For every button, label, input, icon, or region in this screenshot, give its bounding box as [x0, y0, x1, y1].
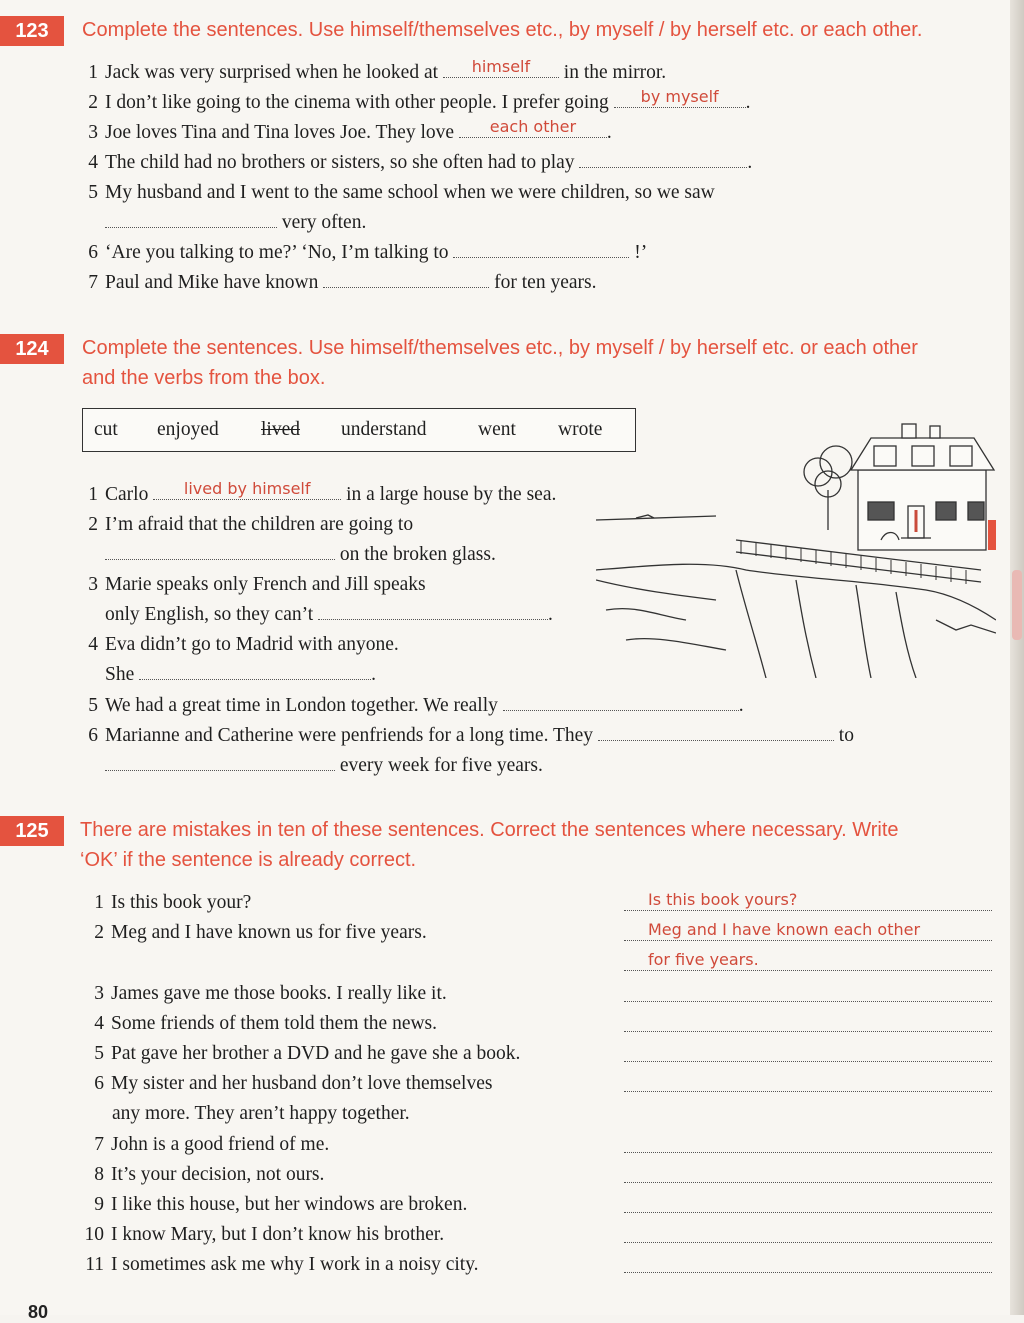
ex124-item-3: 3 Marie speaks only French and Jill speaks — [88, 574, 426, 595]
exercise-124-number: 124 — [0, 334, 64, 364]
ex124-item-4: 4 Eva didn’t go to Madrid with anyone. — [88, 634, 399, 655]
ex125-item-10: 10 I know Mary, but I don’t know his brother. — [84, 1224, 445, 1245]
answer-line[interactable] — [624, 1037, 992, 1062]
handwritten-answer: himself — [471, 57, 531, 76]
house-by-sea-illustration — [596, 420, 996, 678]
ex123-item-7: 7 Paul and Mike have known for ten years. — [82, 268, 596, 298]
ex123-item-5: 5 My husband and I went to the same school when we were children, so we saw — [88, 182, 715, 203]
verb-cut: cut — [94, 419, 118, 440]
exercise-123-number: 123 — [0, 16, 64, 46]
ex124-item-6: 6 Marianne and Catherine were penfriends for a long time. They to — [82, 721, 854, 751]
answer-blank[interactable] — [453, 239, 629, 258]
answer-blank[interactable] — [598, 722, 834, 741]
ex125-item-8: 8 It’s your decision, not ours. — [94, 1164, 325, 1185]
answer-blank[interactable] — [614, 89, 746, 108]
answer-blank[interactable] — [323, 269, 489, 288]
answer-blank[interactable] — [105, 209, 277, 228]
handwritten-answer: lived by himself — [183, 479, 311, 498]
page-number: 80 — [28, 1302, 49, 1322]
exercise-124-heading-line2: and the verbs from the box. — [82, 367, 326, 389]
exercise-123-heading: Complete the sentences. Use himself/themselves etc., by myself / by herself etc. or each other. — [82, 19, 923, 41]
answer-line[interactable] — [624, 1248, 992, 1273]
answer-line[interactable] — [624, 946, 992, 971]
verb-went: went — [478, 419, 516, 440]
ex124-item-6-cont: every week for five years. — [105, 751, 543, 781]
page-edge — [1010, 0, 1024, 1315]
handwritten-answer: by myself — [640, 87, 719, 106]
ex125-item-6-cont: any more. They aren’t happy together. — [112, 1103, 410, 1124]
ex124-item-2-cont: on the broken glass. — [105, 540, 496, 570]
answer-blank[interactable] — [139, 661, 371, 680]
ex124-item-4-cont: She . — [105, 660, 376, 690]
ex125-item-5: 5 Pat gave her brother a DVD and he gave she a book. — [94, 1043, 521, 1064]
answer-line[interactable] — [624, 1218, 992, 1243]
handwritten-answer: each other — [489, 117, 577, 136]
answer-blank[interactable] — [579, 149, 747, 168]
ex123-item-1: 1 Jack was very surprised when he looked at himself in the mirror. — [88, 57, 667, 83]
ex123-item-4: 4 The child had no brothers or sisters, so she often had to play . — [82, 148, 752, 178]
ex125-item-4: 4 Some friends of them told them the news. — [94, 1013, 438, 1034]
answer-line[interactable] — [624, 1067, 992, 1092]
ex125-item-9: 9 I like this house, but her windows are broken. — [94, 1194, 468, 1215]
answer-blank[interactable] — [105, 752, 335, 771]
handwritten-answer: Meg and I have known each other — [648, 920, 921, 939]
handwritten-answer: Is this book yours? — [648, 890, 798, 909]
ex124-item-1: 1 Carlo lived by himself in a large house by the sea. — [88, 479, 557, 505]
exercise-125-number: 125 — [0, 816, 64, 846]
verb-lived-crossed-out: lived — [261, 419, 300, 440]
ex123-item-6: 6 ‘Are you talking to me?’ ‘No, I’m talking to !’ — [82, 238, 647, 268]
answer-line[interactable] — [624, 1128, 992, 1153]
ex124-item-5: 5 We had a great time in London together. We really . — [82, 691, 744, 721]
answer-line[interactable] — [624, 1158, 992, 1183]
ex124-item-2: 2 I’m afraid that the children are going to — [88, 514, 414, 535]
answer-blank[interactable] — [105, 541, 335, 560]
exercise-125-heading-line2: ‘OK’ if the sentence is already correct. — [80, 849, 417, 871]
verb-box — [82, 408, 636, 452]
ex123-item-3: 3 Joe loves Tina and Tina loves Joe. They love each other . — [88, 117, 612, 143]
ex125-item-6: 6 My sister and her husband don’t love themselves — [94, 1073, 493, 1094]
ex125-item-3: 3 James gave me those books. I really like it. — [94, 983, 447, 1004]
exercise-124-heading-line1: Complete the sentences. Use himself/themselves etc., by myself / by herself etc. or each other — [82, 337, 918, 359]
ex124-item-3-cont: only English, so they can’t . — [105, 600, 553, 630]
answer-line[interactable] — [624, 886, 992, 911]
answer-line[interactable] — [624, 977, 992, 1002]
answer-blank[interactable] — [318, 601, 548, 620]
ex125-item-11: 11 I sometimes ask me why I work in a noisy city. — [85, 1254, 479, 1275]
ex125-item-7: 7 John is a good friend of me. — [94, 1134, 330, 1155]
answer-line[interactable] — [624, 916, 992, 941]
answer-line[interactable] — [624, 1007, 992, 1032]
ex125-item-2: 2 Meg and I have known us for five years. — [94, 922, 427, 943]
answer-blank[interactable] — [503, 692, 739, 711]
ex123-item-5-cont: very often. — [105, 208, 366, 238]
exercise-125-heading-line1: There are mistakes in ten of these sentences. Correct the sentences where necessary. Write — [80, 819, 899, 841]
verb-wrote: wrote — [558, 419, 603, 440]
verb-enjoyed: enjoyed — [157, 419, 219, 440]
answer-blank[interactable] — [153, 481, 341, 500]
answer-blank[interactable] — [459, 119, 607, 138]
answer-line[interactable] — [624, 1188, 992, 1213]
verb-understand: understand — [341, 419, 427, 440]
ex125-item-1: 1 Is this book your? — [94, 892, 252, 913]
answer-blank[interactable] — [443, 59, 559, 78]
handwritten-answer: for five years. — [648, 950, 759, 969]
ex123-item-2: 2 I don’t like going to the cinema with other people. I prefer going by myself . — [88, 87, 751, 113]
